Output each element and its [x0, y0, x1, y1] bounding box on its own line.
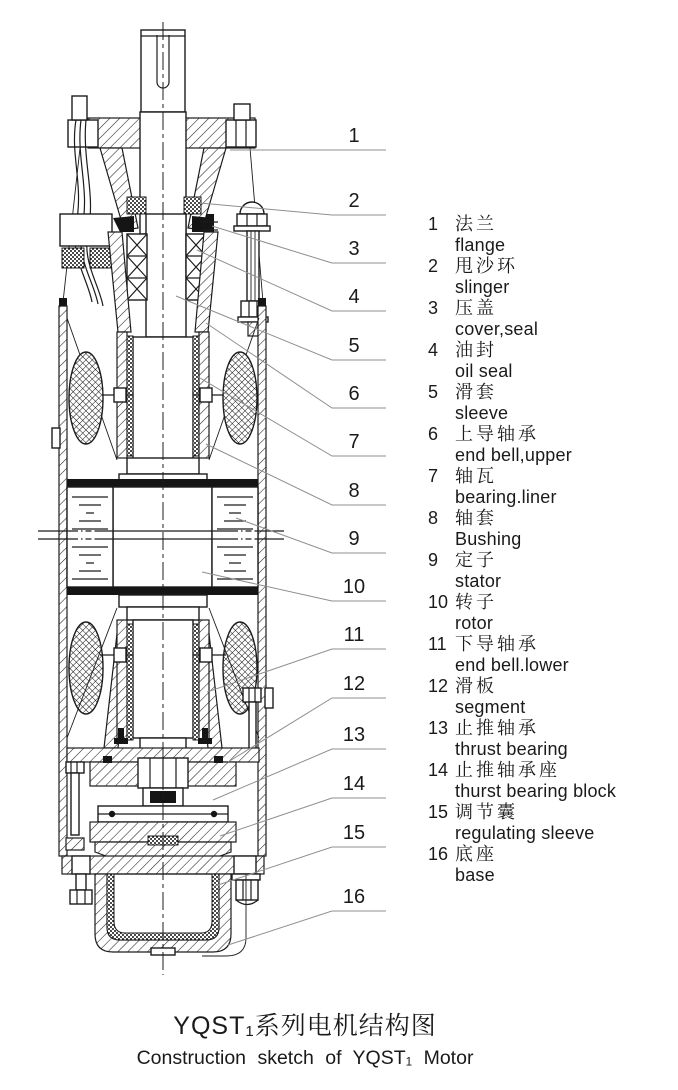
legend-item-number: 8	[428, 508, 439, 528]
legend-item	[428, 256, 676, 298]
svg-text:11: 11	[343, 624, 365, 646]
legend-item-number: 12	[428, 676, 449, 696]
legend-item-name-en: thurst bearing block	[455, 781, 617, 801]
title-model-subscript: 1	[245, 1022, 255, 1040]
figure-title	[0, 1006, 610, 1070]
svg-text:1: 1	[348, 125, 360, 147]
legend-item-name-en: Bushing	[455, 529, 522, 549]
legend-item-name-en: regulating sleeve	[455, 823, 595, 843]
legend-item-number: 3	[428, 298, 439, 318]
title-en-text: Construction sketch of YQST	[136, 1047, 406, 1069]
legend-item	[428, 298, 676, 340]
legend-item-name-cn: 止推轴承座	[455, 760, 560, 780]
legend-item-name-cn: 调节囊	[455, 802, 518, 822]
legend-item-number: 2	[428, 256, 439, 276]
svg-text:15: 15	[342, 822, 366, 844]
legend-item-name-cn: 定子	[455, 550, 497, 570]
svg-text:12: 12	[342, 673, 366, 695]
svg-text:2: 2	[348, 190, 360, 212]
legend-item-number: 7	[428, 466, 439, 486]
legend-item-name-en: end bell.lower	[455, 655, 569, 675]
legend-item-name-en: thrust bearing	[455, 739, 568, 759]
title-en-subscript: 1	[405, 1055, 413, 1069]
legend-item-name-cn: 法兰	[455, 214, 497, 234]
legend-item-number: 1	[428, 214, 439, 234]
legend-item-name-en: oil seal	[455, 361, 513, 381]
figure-title-cn	[0, 1006, 610, 1042]
legend-item-name-cn: 滑板	[455, 676, 497, 696]
legend-item-number: 6	[428, 424, 439, 444]
figure-title-en	[0, 1047, 610, 1070]
title-model: YQST	[173, 1012, 246, 1040]
legend-item-number: 11	[428, 634, 447, 654]
svg-text:14: 14	[342, 773, 366, 795]
svg-text:7: 7	[348, 431, 360, 453]
legend-item-name-cn: 甩沙环	[455, 256, 518, 276]
legend-item	[428, 424, 676, 466]
legend-item	[428, 760, 676, 802]
legend-item-name-cn: 底座	[455, 844, 497, 864]
legend-item	[428, 592, 676, 634]
legend-item-name-en: segment	[455, 697, 526, 717]
legend-item-name-en: base	[455, 865, 495, 885]
legend-item-name-en: stator	[455, 571, 502, 591]
legend-item-number: 13	[428, 718, 449, 738]
legend-item	[428, 466, 676, 508]
legend-item-name-en: cover,seal	[455, 319, 539, 339]
legend-item	[428, 634, 676, 676]
legend-item	[428, 802, 676, 844]
svg-text:10: 10	[342, 576, 366, 598]
svg-text:4: 4	[348, 286, 360, 308]
stator-rotor	[38, 479, 284, 595]
legend-item-number: 5	[428, 382, 439, 402]
title-en-suffix: Motor	[412, 1047, 474, 1069]
legend-item-number: 14	[428, 760, 449, 780]
legend-item	[428, 214, 676, 256]
legend-item	[428, 676, 676, 718]
legend-item-name-en: rotor	[455, 613, 494, 633]
legend-item	[428, 508, 676, 550]
svg-text:16: 16	[342, 886, 366, 908]
parts-legend	[428, 214, 676, 886]
legend-item-name-en: flange	[455, 235, 506, 255]
legend-item-name-cn: 上导轴承	[455, 424, 539, 444]
legend-item-name-en: bearing.liner	[455, 487, 557, 507]
legend-item-name-en: slinger	[455, 277, 510, 297]
svg-text:6: 6	[348, 383, 360, 405]
svg-text:3: 3	[348, 238, 360, 260]
legend-item-number: 16	[428, 844, 449, 864]
legend-item-name-cn: 轴套	[455, 508, 497, 528]
legend-item-number: 9	[428, 550, 439, 570]
svg-text:9: 9	[348, 528, 360, 550]
legend-item-name-cn: 轴瓦	[455, 466, 497, 486]
legend-item	[428, 340, 676, 382]
legend-item-name-cn: 止推轴承	[455, 718, 539, 738]
legend-item-name-en: sleeve	[455, 403, 509, 423]
legend-item-name-cn: 油封	[455, 340, 497, 360]
svg-text:8: 8	[348, 480, 360, 502]
legend-item-name-cn: 压盖	[455, 298, 497, 318]
legend-item	[428, 382, 676, 424]
legend-item-number: 15	[428, 802, 449, 822]
svg-text:13: 13	[342, 724, 366, 746]
legend-item-number: 10	[428, 592, 449, 612]
shaft-sleeve	[146, 214, 186, 337]
legend-item-name-cn: 下导轴承	[455, 634, 539, 654]
legend-item	[428, 718, 676, 760]
legend-item-name-en: end bell,upper	[455, 445, 572, 465]
legend-item-name-cn: 滑套	[455, 382, 497, 402]
legend-item	[428, 550, 676, 592]
legend-item	[428, 844, 676, 886]
legend-item-name-cn: 转子	[455, 592, 497, 612]
svg-text:5: 5	[348, 335, 360, 357]
callout-2	[200, 190, 386, 215]
title-series-text: 系列电机结构图	[254, 1012, 437, 1040]
legend-item-number: 4	[428, 340, 439, 360]
